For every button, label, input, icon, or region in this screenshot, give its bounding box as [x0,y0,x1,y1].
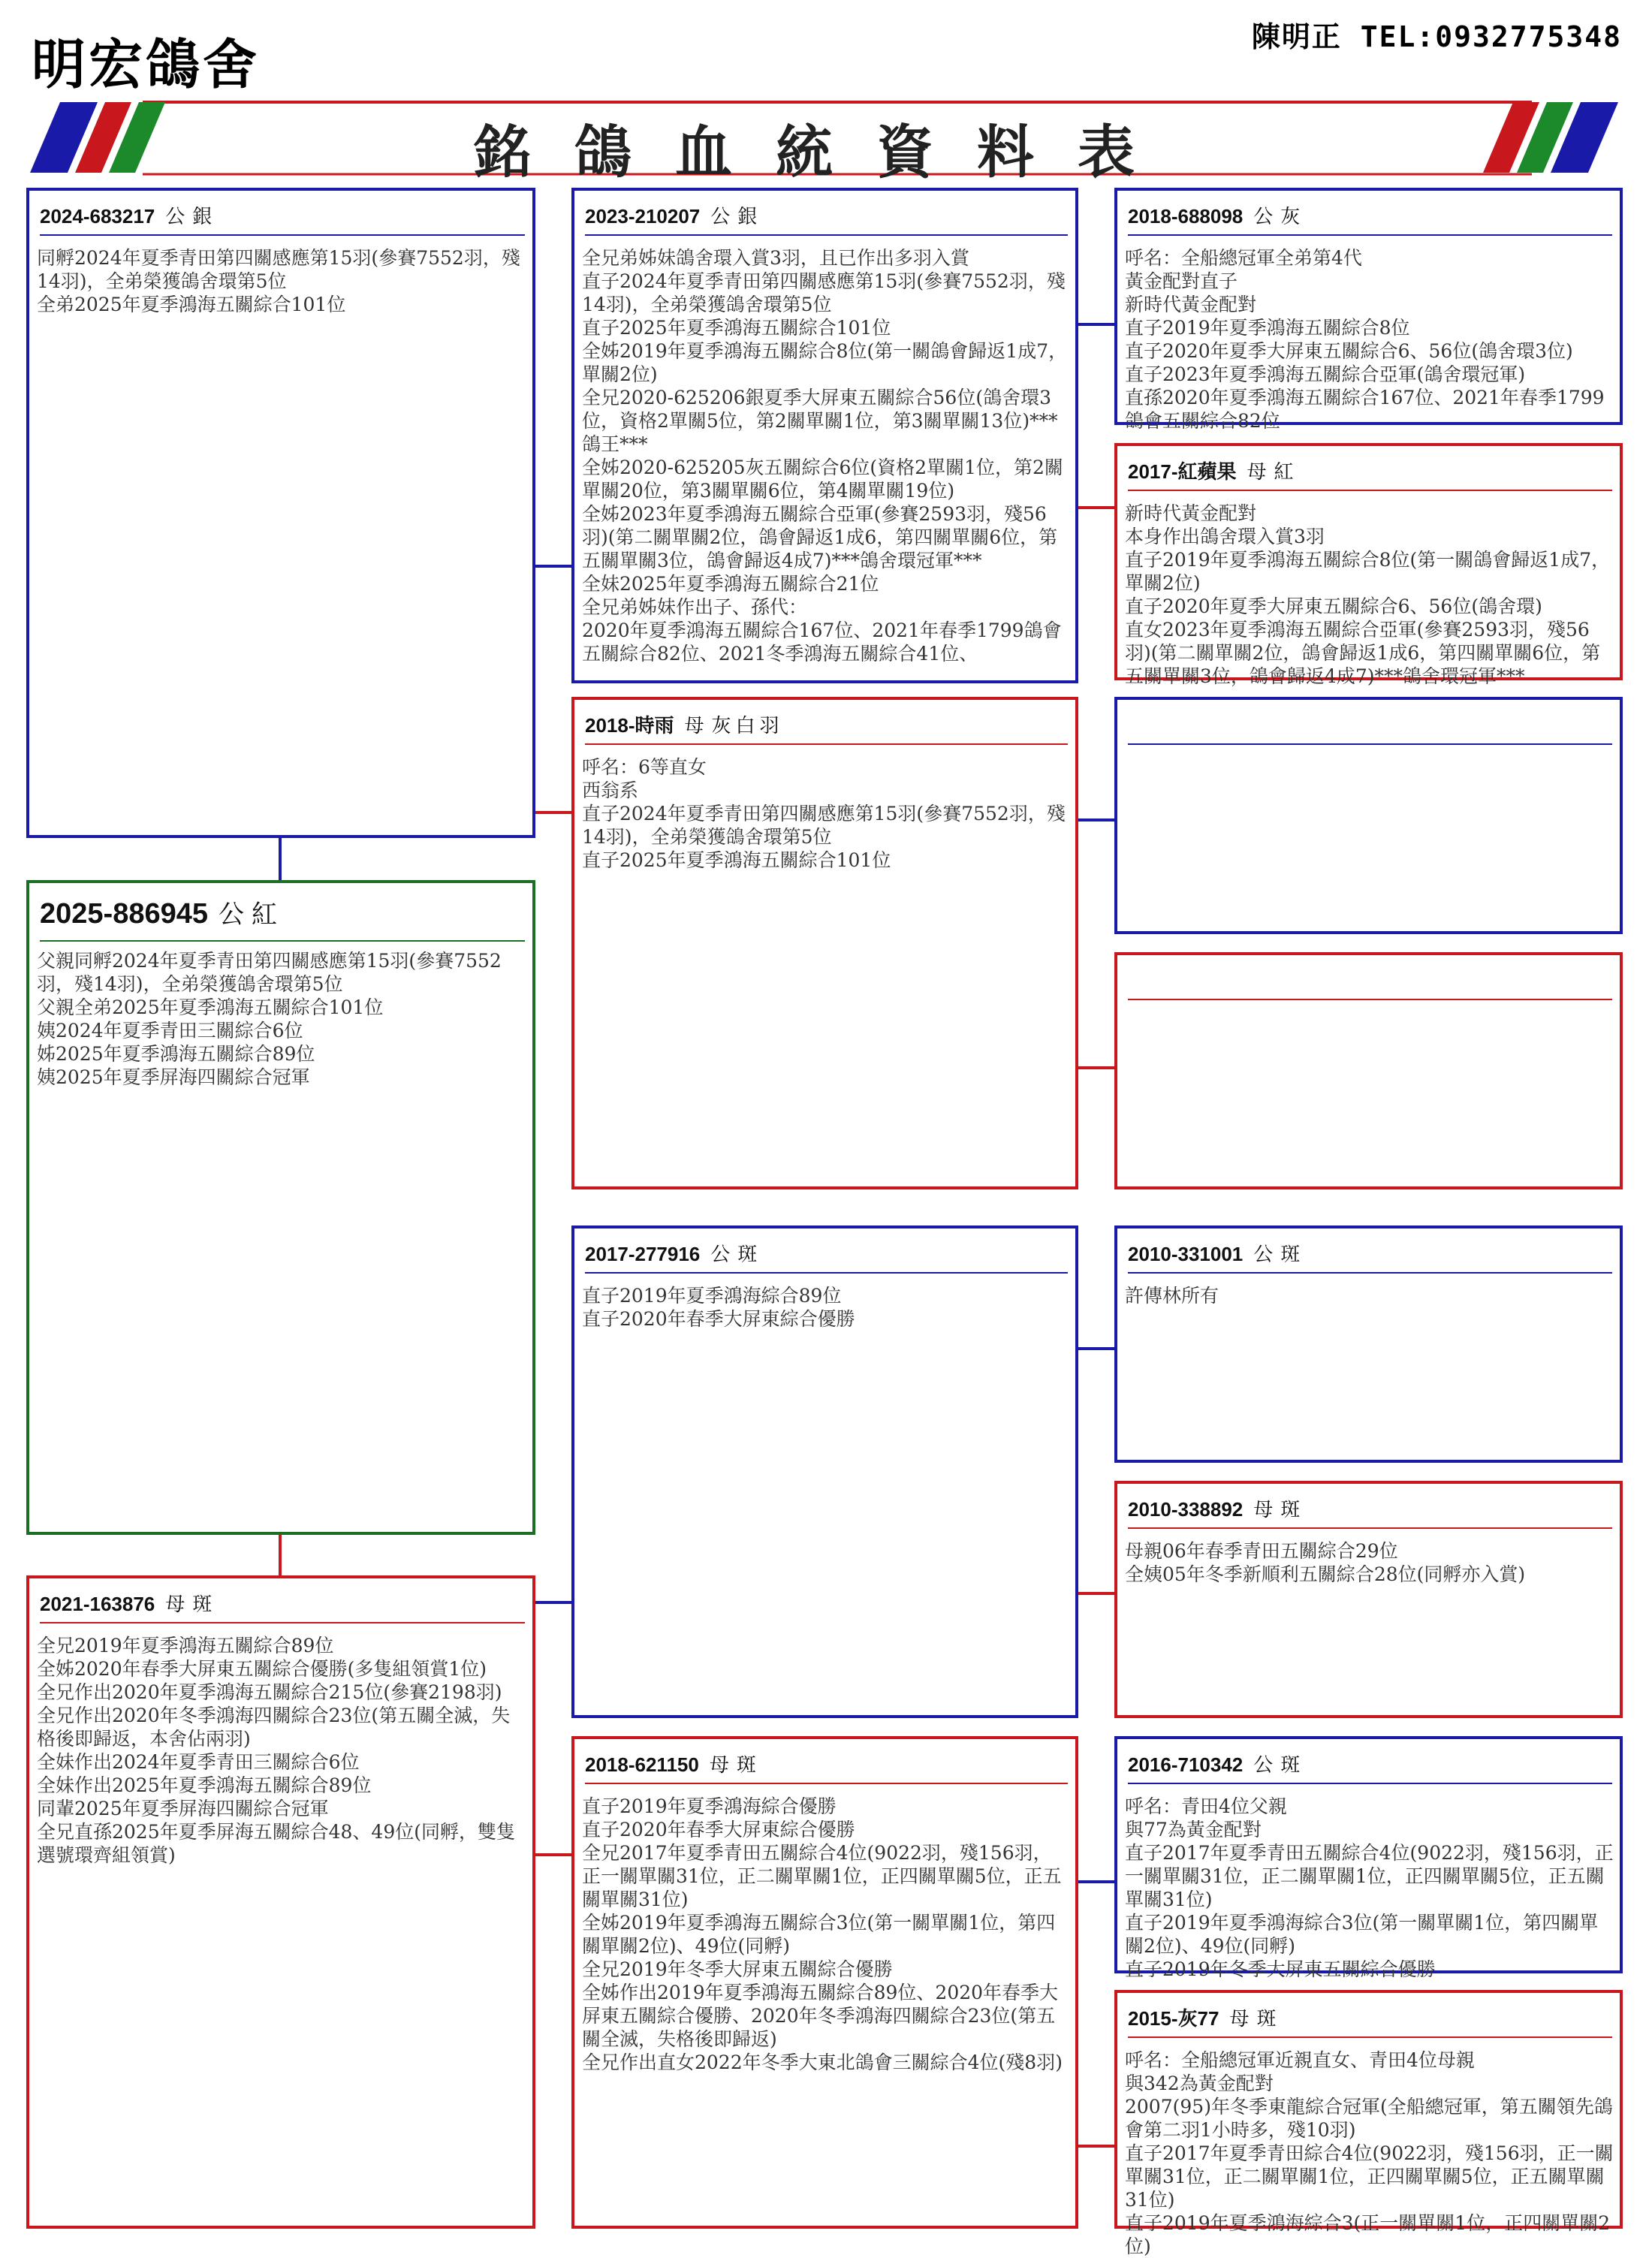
note-line: 全姊2019年夏季鴻海五關綜合8位(第一關鴿會歸返1成7，單關2位) [582,340,1068,385]
card-header [585,201,1068,236]
card-header [1128,966,1612,1000]
note-line: 父親全弟2025年夏季鴻海五關綜合101位 [37,996,384,1018]
ring-number: 2018-時雨 [585,714,674,737]
color-label: 斑 [1280,1243,1305,1265]
note-line: 直子2019年夏季鴻海綜合優勝 [582,1795,837,1817]
color-label: 斑 [1280,1498,1305,1521]
note-line: 直子2019年夏季鴻海五關綜合8位 [1125,317,1410,339]
note-line: 全兄2019年夏季鴻海五關綜合89位 [37,1635,334,1657]
ds-dam-card [1114,1481,1623,1718]
sire-dam-card [571,697,1078,1189]
notes-list [1125,1011,1614,1185]
color-label: 灰白羽 [711,714,784,737]
sex-label: 母 [1247,460,1271,483]
note-line: 新時代黃金配對 [1125,502,1257,524]
dd-sire-card [1114,1736,1623,1980]
note-line: 直子2019年夏季鴻海五關綜合8位(第一關鴿會歸返1成7，單關2位) [1125,549,1611,594]
notes-list [582,1795,1069,2224]
ring-number: 2018-688098 [1128,205,1244,228]
sex-label: 公 [219,900,249,929]
note-line: 直子2020年春季大屏東綜合優勝 [582,1819,855,1840]
sex-label: 公 [710,205,735,228]
note-line: 直子2024年夏季青田第四關感應第15羽(參賽7552羽，殘14羽)，全弟榮獲鴿舍環第5位 [582,803,1066,848]
ring-number: 2023-210207 [585,205,701,228]
note-line: 母親06年春季青田五關綜合29位 [1125,1540,1398,1562]
note-line: 全姊2020-625205灰五關綜合6位(資格2單關1位，第2關單關20位，第3關單關6位，第4關單關19位) [582,457,1063,502]
sex-label: 公 [165,205,190,228]
note-line: 直子2017年夏季青田五關綜合4位(9022羽，殘156羽，正一關單關31位，正二關單關1位，正四關單關5位，正五關單關31位) [1125,1842,1614,1910]
ss-sire-card [1114,188,1623,432]
note-line: 直子2020年夏季大屏東五關綜合6、56位(鴿舍環) [1125,595,1542,617]
note-line: 全姊2023年夏季鴻海五關綜合亞軍(參賽2593羽，殘56羽)(第二關單關2位，鴿會歸返1成6，第四關單關6位，第五關單關3位，鴿會歸返4成7)***鴿舍環冠軍*** [582,503,1058,571]
note-line: 全兄作出2020年冬季鴻海四關綜合23位(第五關全滅，失格後即歸返，本舍佔兩羽) [37,1705,511,1750]
ring-number: 2016-710342 [1128,1753,1244,1776]
note-line: 直子2019年冬季大屏東五關綜合優勝 [1125,1958,1436,1980]
note-line: 直子2019年夏季鴻海綜合3(正一關單關1位，正四關單關2位) [1125,2212,1611,2257]
sex-label: 公 [1253,1753,1278,1776]
card-header [585,710,1068,745]
sex-label: 公 [710,1243,735,1265]
note-line: 全姊作出2019年夏季鴻海五關綜合89位、2020年春季大屏東五關綜合優勝、2020年冬季鴻海四關綜合23位(第五關全滅，失格後即歸返) [582,1982,1059,2050]
note-line: 直子2019年夏季鴻海綜合89位 [582,1285,842,1307]
note-line: 黃金配對直子 [1125,270,1238,292]
note-line: 直子2025年夏季鴻海五關綜合101位 [582,849,891,871]
site-name: 明宏鴿舍 [32,32,261,96]
note-line: 直孫2020年夏季鴻海五關綜合167位、2021年春季1799鴿會五關綜合82位 [1125,387,1605,432]
note-line: 全兄2017年夏季青田五關綜合4位(9022羽，殘156羽，正一關單關31位，正二關單關1位，正四關單關5位，正五關單關31位) [582,1842,1062,1910]
note-line: 直子2024年夏季青田第四關感應第15羽(參賽7552羽，殘14羽)，全弟榮獲鴿舍環第5位 [582,270,1066,315]
note-line: 全姊2019年夏季鴻海五關綜合3位(第一關單關1位，第四關單關2位)、49位(同孵) [582,1912,1056,1957]
note-line: 許傳林所有 [1125,1285,1219,1307]
color-label: 銀 [192,205,217,228]
color-label: 斑 [192,1593,217,1615]
note-line: 姨2025年夏季屏海四關綜合冠軍 [37,1066,310,1088]
color-label: 灰 [1280,205,1305,228]
note-line: 全姨05年冬季新順利五關綜合28位(同孵亦入賞) [1125,1563,1526,1585]
ring-number: 2010-331001 [1128,1243,1244,1265]
notes-list [1125,246,1614,432]
card-header [40,1589,525,1623]
note-line: 直子2020年夏季大屏東五關綜合6、56位(鴿舍環3位) [1125,340,1573,362]
sex-label: 公 [1253,205,1278,228]
note-line: 全妹作出2025年夏季鴻海五關綜合89位 [37,1774,372,1796]
card-header [1128,710,1612,745]
note-line: 呼名：全船總冠軍全弟第4代 [1125,247,1362,269]
note-line: 本身作出鴿舍環入賞3羽 [1125,526,1325,547]
note-line: 與77為黃金配對 [1125,1819,1262,1840]
card-header [40,201,525,236]
note-line: 呼名：青田4位父親 [1125,1795,1287,1817]
color-label: 斑 [737,1243,762,1265]
note-line: 新時代黃金配對 [1125,294,1257,315]
note-line: 全兄作出直女2022年冬季大東北鴿會三關綜合4位(殘8羽) [582,2051,1063,2073]
note-line: 與342為黃金配對 [1125,2073,1274,2094]
note-line: 2020年夏季鴻海五關綜合167位、2021年春季1799鴿會五關綜合82位、2021冬季鴻海五關綜合41位、 [582,620,1062,665]
note-line: 同輩2025年夏季屏海四關綜合冠軍 [37,1798,329,1819]
ring-number: 2017-紅蘋果 [1128,460,1237,483]
ss-dam-card [1114,443,1623,687]
notes-list [582,1284,1069,1714]
ring-number: 2010-338892 [1128,1498,1244,1521]
card-header [1128,201,1612,236]
note-line: 父親同孵2024年夏季青田第四關感應第15羽(參賽7552羽，殘14羽)，全弟榮獲鴿舍環第5位 [37,950,502,995]
note-line: 全兄弟姊妹作出子、孫代： [582,596,808,618]
note-line: 呼名：6等直女 [582,756,707,778]
sex-label: 母 [684,714,709,737]
note-line: 全兄2020-625206銀夏季大屏東五關綜合56位(鴿舍環3位，資格2單關5位，第2關單關1位，第3關單關13位)***鴿王*** [582,387,1058,455]
dam-sire-card [571,1225,1078,1718]
card-header [1128,2003,1612,2038]
note-line: 西翁系 [582,779,639,801]
notes-list [1125,755,1614,930]
ring-number: 2021-163876 [40,1593,155,1615]
notes-list [37,949,526,1530]
note-line: 同孵2024年夏季青田第四關感應第15羽(參賽7552羽，殘14羽)，全弟榮獲鴿舍環第5位 [37,247,520,292]
note-line: 2007(95)年冬季東龍綜合冠軍(全船總冠軍，第五關領先鴿會第二羽1小時多，殘10羽) [1125,2096,1613,2141]
note-line: 全兄作出2020年夏季鴻海五關綜合215位(參賽2198羽) [37,1681,502,1703]
note-line: 全妹2025年夏季鴻海五關綜合21位 [582,573,879,595]
color-label: 紅 [1274,460,1298,483]
note-line: 直子2019年夏季鴻海綜合3位(第一關單關1位，第四關單關2位)、49位(同孵) [1125,1912,1599,1957]
dd-dam-card [1114,1990,1623,2257]
sex-label: 母 [165,1593,190,1615]
notes-list [1125,1539,1614,1714]
page-title: 銘鴿血統資料表 [474,119,1178,185]
sex-label: 公 [1253,1243,1278,1265]
note-line: 全姊2020年春季大屏東五關綜合優勝(多隻組領賞1位) [37,1658,487,1680]
card-header [40,894,525,942]
note-line: 直女2023年夏季鴻海五關綜合亞軍(參賽2593羽，殘56羽)(第二關單關2位，鴿會歸返1成6，第四關單關6位，第五關單關3位，鴿會歸返4成7)***鴿舍環冠軍*** [1125,619,1601,687]
note-line: 姊2025年夏季鴻海五關綜合89位 [37,1043,315,1065]
subject-card [26,880,535,1535]
card-header [585,1239,1068,1274]
sd-dam-card [1114,952,1623,1189]
notes-list [1125,1795,1614,1980]
note-line: 姨2024年夏季青田三關綜合6位 [37,1020,303,1042]
notes-list [582,755,1069,1185]
note-line: 全妹作出2024年夏季青田三關綜合6位 [37,1751,360,1773]
color-label: 斑 [1280,1753,1305,1776]
ds-sire-card [1114,1225,1623,1463]
card-header [585,1750,1068,1784]
note-line: 呼名：全船總冠軍近親直女、青田4位母親 [1125,2049,1475,2071]
notes-list [582,246,1069,679]
note-line: 全兄2019年冬季大屏東五關綜合優勝 [582,1958,893,1980]
notes-list [1125,1284,1614,1458]
sire-card [26,188,535,838]
ring-number: 2025-886945 [40,898,208,930]
notes-list [1125,2048,1614,2257]
notes-list [37,246,526,834]
note-line: 直子2020年春季大屏東綜合優勝 [582,1308,855,1330]
note-line: 全兄弟姊妹鴿舍環入賞3羽，且已作出多羽入賞 [582,247,969,269]
note-line: 全弟2025年夏季鴻海五關綜合101位 [37,294,346,315]
dam-card [26,1575,535,2229]
note-line: 直子2017年夏季青田綜合4位(9022羽，殘156羽，正一關單關31位，正二關單關1位，正四關單關5位，正五關單關31位) [1125,2142,1614,2211]
sex-label: 母 [709,1753,734,1776]
note-line: 全兄直孫2025年夏季屏海五關綜合48、49位(同孵，雙隻選號環齊組領賞) [37,1821,516,1866]
dam-dam-card [571,1736,1078,2229]
color-label: 紅 [252,900,282,929]
ring-number: 2017-277916 [585,1243,701,1265]
card-header [1128,1750,1612,1784]
card-header [1128,457,1612,491]
card-header [1128,1239,1612,1274]
color-label: 銀 [737,205,762,228]
color-label: 斑 [736,1753,761,1776]
ring-number: 2018-621150 [585,1753,699,1776]
notes-list [1125,502,1614,687]
card-header [1128,1494,1612,1529]
sire-sire-card [571,188,1078,683]
ring-number: 2024-683217 [40,205,155,228]
ring-number: 2015-灰77 [1128,2007,1219,2030]
contact-info: 陳明正 TEL:0932775348 [1251,20,1622,53]
sd-sire-card [1114,697,1623,934]
sex-label: 母 [1229,2007,1254,2030]
note-line: 直子2023年夏季鴻海五關綜合亞軍(鴿舍環冠軍) [1125,363,1526,385]
notes-list [37,1634,526,2224]
sex-label: 母 [1253,1498,1278,1521]
note-line: 直子2025年夏季鴻海五關綜合101位 [582,317,891,339]
color-label: 斑 [1256,2007,1281,2030]
